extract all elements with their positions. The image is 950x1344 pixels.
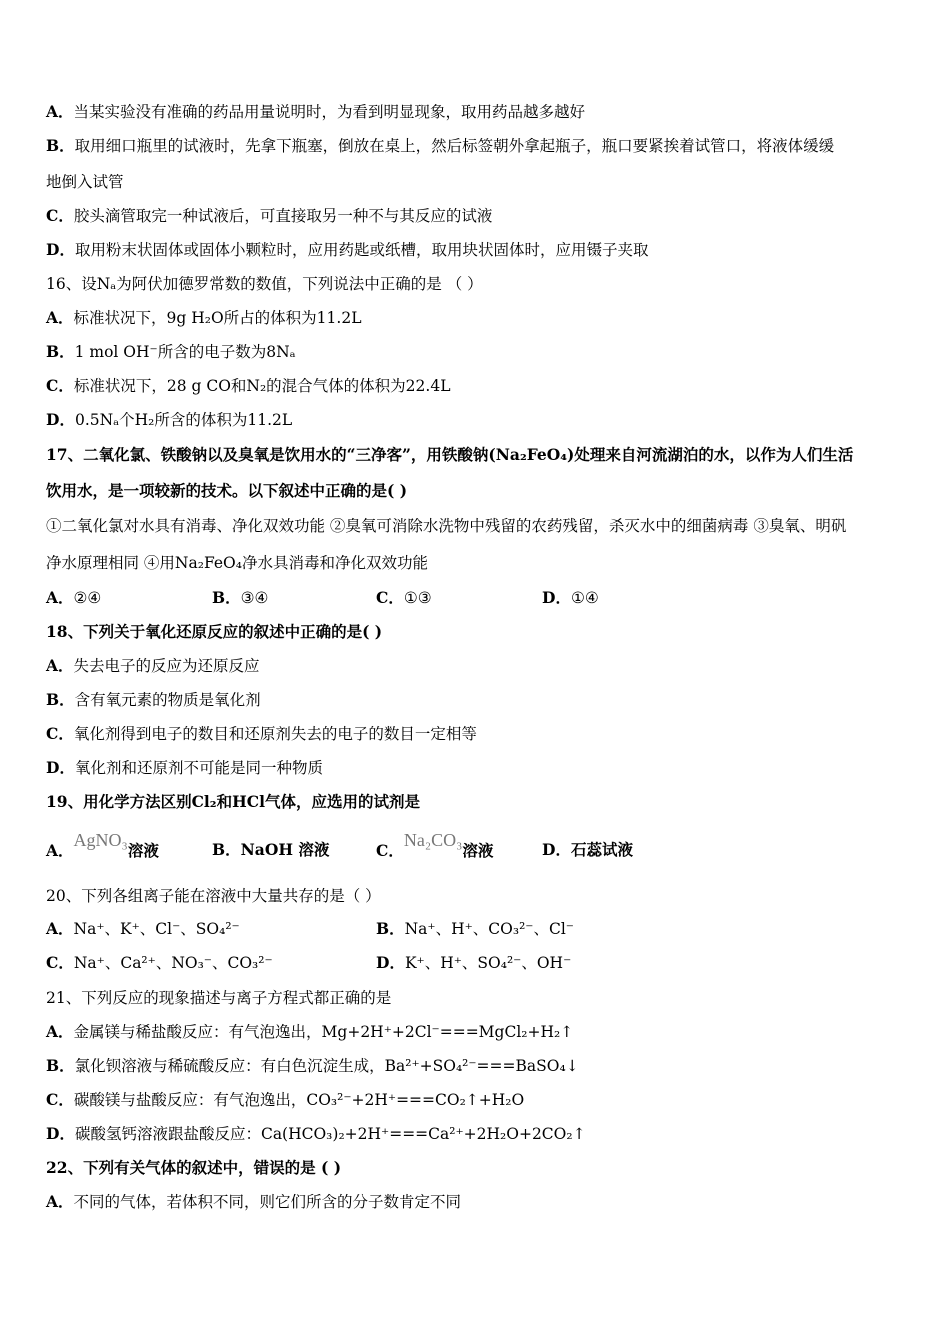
q20-option [376, 919, 574, 939]
option-label: A． [46, 919, 74, 938]
option-text: 溶液 [462, 841, 494, 860]
line-text: 净水原理相同 ④用Na₂FeO₄净水具消毒和净化双效功能 [46, 554, 428, 572]
option-text: ②④ [73, 589, 102, 607]
option-text: Na⁺、K⁺、Cl⁻、SO₄²⁻ [73, 920, 240, 938]
line-text: 氯化钡溶液与稀硫酸反应：有白色沉淀生成，Ba²⁺+SO₄²⁻===BaSO₄↓ [74, 1057, 579, 1075]
text-line [46, 516, 846, 536]
option-label: C． [46, 724, 74, 743]
line-text: 22、下列有关气体的叙述中，错误的是 ( ) [46, 1158, 342, 1177]
text-line [46, 1124, 586, 1144]
option-label: D． [542, 840, 571, 859]
option-label: C． [376, 588, 404, 607]
option-label: B． [46, 136, 75, 155]
q17-option [212, 588, 268, 608]
option-label: C． [46, 376, 74, 395]
option-label: B． [46, 1056, 75, 1075]
q20-option [376, 953, 571, 973]
option-label: D． [46, 1124, 75, 1143]
text-line [46, 481, 407, 501]
line-text: 1 mol OH⁻所含的电子数为8Nₐ [74, 343, 296, 361]
text-line [46, 622, 382, 642]
option-text: NaOH 溶液 [240, 840, 330, 859]
q19-option [542, 840, 633, 860]
option-label: C． [46, 953, 74, 972]
line-text: 金属镁与稀盐酸反应：有气泡逸出，Mg+2H⁺+2Cl⁻===MgCl₂+H₂↑ [73, 1023, 574, 1041]
line-text: 21、下列反应的现象描述与离子方程式都正确的是 [46, 989, 392, 1007]
line-text: 标准状况下，28 g CO和N₂的混合气体的体积为22.4L [73, 377, 451, 395]
option-label: A． [46, 308, 74, 327]
q17-option [376, 588, 432, 608]
option-label: A． [46, 656, 74, 675]
option-text: Na⁺、Ca²⁺、NO₃⁻、CO₃²⁻ [73, 954, 273, 972]
text-line [46, 1022, 573, 1042]
option-label: D． [376, 953, 405, 972]
option-label: D． [46, 410, 75, 429]
q19-option [376, 830, 494, 861]
q17-option [542, 588, 599, 608]
line-text: 取用粉末状固体或固体小颗粒时，应用药匙或纸槽，取用块状固体时，应用镊子夹取 [74, 241, 649, 259]
option-text: 溶液 [127, 841, 159, 860]
option-label: A． [46, 588, 74, 607]
q20-option [46, 953, 273, 973]
line-text: 17、二氧化氯、铁酸钠以及臭氧是饮用水的“三净客”，用铁酸钠(Na₂FeO₄)处理来自河流湖泊的水，以作为人们生活 [46, 445, 854, 464]
text-line [46, 1056, 579, 1076]
line-text: 胶头滴管取完一种试液后，可直接取另一种不与其反应的试液 [73, 207, 493, 225]
line-text: 氧化剂和还原剂不可能是同一种物质 [74, 759, 323, 777]
option-label: D． [46, 758, 75, 777]
option-text: Na⁺、H⁺、CO₃²⁻、Cl⁻ [404, 920, 574, 938]
text-line [46, 342, 296, 362]
option-label: B． [212, 588, 241, 607]
option-label: D． [46, 240, 75, 259]
line-text: 碳酸氢钙溶液跟盐酸反应：Ca(HCO₃)₂+2H⁺===Ca²⁺+2H₂O+2CO₂↑ [74, 1125, 586, 1143]
line-text: 0.5Nₐ个H₂所含的体积为11.2L [74, 411, 293, 429]
line-text: 当某实验没有准确的药品用量说明时，为看到明显现象，取用药品越多越好 [73, 103, 586, 121]
chemical-formula: AgNO₃ [73, 830, 128, 850]
option-label: B． [46, 690, 75, 709]
line-text: 饮用水，是一项较新的技术。以下叙述中正确的是( ) [46, 481, 408, 500]
text-line [46, 1158, 341, 1178]
text-line [46, 102, 585, 122]
line-text: 取用细口瓶里的试液时，先拿下瓶塞，倒放在桌上，然后标签朝外拿起瓶子，瓶口要紧挨着试管口，将液体缓缓 [74, 137, 835, 155]
option-label: A． [46, 1192, 74, 1211]
option-label: C． [46, 206, 74, 225]
line-text: 氧化剂得到电子的数目和还原剂失去的电子的数目一定相等 [73, 725, 477, 743]
text-line [46, 1090, 524, 1110]
text-line [46, 445, 853, 465]
q19-option [46, 830, 159, 861]
text-line [46, 886, 381, 906]
text-line [46, 988, 391, 1008]
option-label: C． [376, 841, 404, 860]
option-label: B． [376, 919, 405, 938]
q20-option [46, 919, 240, 939]
chemical-formula: Na₂CO₃ [403, 830, 463, 850]
option-label: A． [46, 841, 74, 860]
text-line [46, 240, 648, 260]
option-label: B． [212, 840, 241, 859]
text-line [46, 553, 428, 573]
text-line [46, 308, 362, 328]
text-line [46, 1192, 461, 1212]
line-text: 碳酸镁与盐酸反应：有气泡逸出，CO₃²⁻+2H⁺===CO₂↑+H₂O [73, 1091, 525, 1109]
text-line [46, 656, 260, 676]
line-text: 16、设Nₐ为阿伏加德罗常数的数值，下列说法中正确的是 （ ） [46, 275, 483, 293]
line-text: 失去电子的反应为还原反应 [73, 657, 260, 675]
text-line [46, 206, 492, 226]
text-line [46, 136, 834, 156]
line-text: 19、用化学方法区别Cl₂和HCl气体，应选用的试剂是 [46, 792, 420, 811]
text-line [46, 724, 477, 744]
option-text: ③④ [240, 589, 269, 607]
line-text: 不同的气体，若体积不同，则它们所含的分子数肯定不同 [73, 1193, 462, 1211]
text-line [46, 410, 292, 430]
text-line [46, 274, 483, 294]
option-label: D． [542, 588, 571, 607]
option-text: ①④ [570, 589, 599, 607]
text-line [46, 690, 261, 710]
option-label: B． [46, 342, 75, 361]
text-line [46, 172, 124, 192]
line-text: ①二氧化氯对水具有消毒、净化双效功能 ②臭氧可消除水洗物中残留的农药残留，杀灭水中的细菌病毒 ③臭氧、明矾 [46, 517, 847, 535]
option-text: K⁺、H⁺、SO₄²⁻、OH⁻ [404, 954, 572, 972]
line-text: 标准状况下，9g H₂O所占的体积为11.2L [73, 309, 362, 327]
line-text: 20、下列各组离子能在溶液中大量共存的是（ ） [46, 887, 381, 905]
text-line [46, 792, 420, 812]
line-text: 含有氧元素的物质是氧化剂 [74, 691, 261, 709]
option-text: 石蕊试液 [570, 840, 633, 859]
line-text: 18、下列关于氧化还原反应的叙述中正确的是( ) [46, 622, 383, 641]
q19-option [212, 840, 329, 860]
line-text: 地倒入试管 [46, 173, 124, 191]
option-text: ①③ [403, 589, 432, 607]
text-line [46, 376, 451, 396]
q17-option [46, 588, 101, 608]
option-label: A． [46, 1022, 74, 1041]
option-label: C． [46, 1090, 74, 1109]
text-line [46, 758, 323, 778]
option-label: A． [46, 102, 74, 121]
